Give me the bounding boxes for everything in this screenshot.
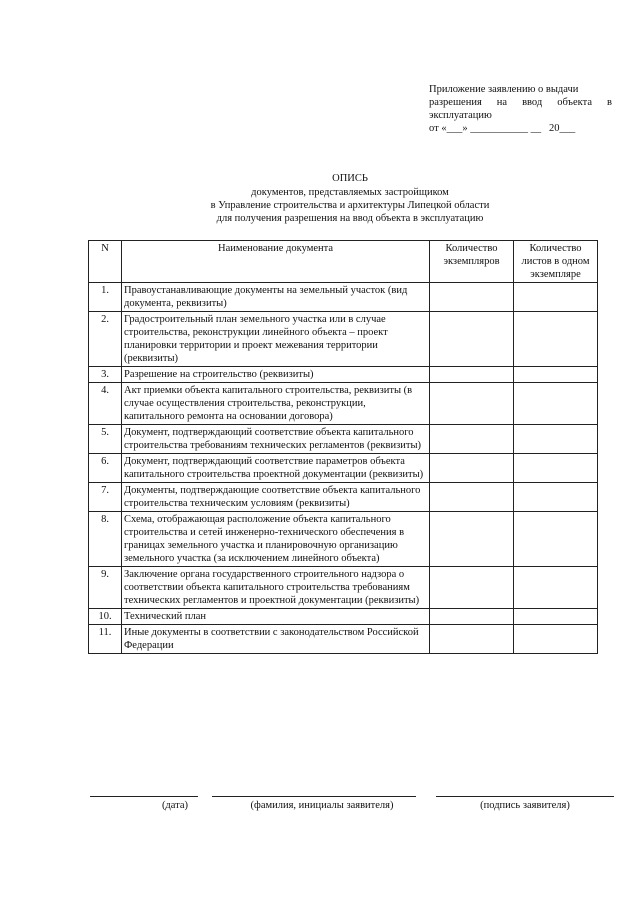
title-line-3: для получения разрешения на ввод объекта в эксплуатацию xyxy=(216,213,484,224)
appendix-line-3: эксплуатацию xyxy=(429,110,492,121)
table-row xyxy=(89,425,598,454)
name-label: (фамилия, инициалы заявителя) xyxy=(250,800,394,811)
appendix-note xyxy=(429,83,612,135)
header-copies: Количество экземпляров xyxy=(430,241,514,283)
table-row xyxy=(89,383,598,425)
table-row xyxy=(89,283,598,312)
date-label: (дата) xyxy=(161,800,189,811)
row-number: 3. xyxy=(89,367,122,383)
row-number: 8. xyxy=(89,512,122,567)
sheets-cell[interactable] xyxy=(514,512,598,567)
copies-cell[interactable] xyxy=(430,512,514,567)
row-number: 2. xyxy=(89,312,122,367)
table-row xyxy=(89,609,598,625)
appendix-word: ввод xyxy=(522,97,543,108)
document-name: Разрешение на строительство (реквизиты) xyxy=(122,367,430,383)
copies-cell[interactable] xyxy=(430,567,514,609)
sheets-cell[interactable] xyxy=(514,483,598,512)
copies-cell[interactable] xyxy=(430,283,514,312)
row-number: 11. xyxy=(89,625,122,654)
table-header-row xyxy=(89,241,598,283)
date-line[interactable] xyxy=(90,796,198,797)
copies-cell[interactable] xyxy=(430,483,514,512)
row-number: 6. xyxy=(89,454,122,483)
copies-cell[interactable] xyxy=(430,383,514,425)
appendix-line-1: Приложение заявлению о выдачи xyxy=(429,84,579,95)
document-name: Иные документы в соответствии с законодательством Российской Федерации xyxy=(122,625,430,654)
signature-block xyxy=(0,786,640,826)
sheets-cell[interactable] xyxy=(514,367,598,383)
document-name: Документ, подтверждающий соответствие параметров объекта капитального строительства проектной документации (реквизиты) xyxy=(122,454,430,483)
sheets-cell[interactable] xyxy=(514,625,598,654)
title-heading: ОПИСЬ xyxy=(332,173,368,184)
title-line-1: документов, представляемых застройщиком xyxy=(251,187,449,198)
appendix-word: в xyxy=(606,97,612,108)
signature-label: (подпись заявителя) xyxy=(480,800,570,811)
sheets-cell[interactable] xyxy=(514,312,598,367)
sheets-cell[interactable] xyxy=(514,609,598,625)
row-number: 4. xyxy=(89,383,122,425)
documents-table xyxy=(88,240,598,654)
appendix-line-2 xyxy=(429,96,612,109)
sheets-cell[interactable] xyxy=(514,283,598,312)
copies-cell[interactable] xyxy=(430,454,514,483)
table-row xyxy=(89,367,598,383)
table-row xyxy=(89,512,598,567)
table-row xyxy=(89,567,598,609)
document-name: Акт приемки объекта капитального строительства, реквизиты (в случае осуществления строительства, реконструкции, капитального ремонта на основании договора) xyxy=(122,383,430,425)
table-row xyxy=(89,483,598,512)
copies-cell[interactable] xyxy=(430,625,514,654)
signature-line[interactable] xyxy=(436,796,614,797)
copies-cell[interactable] xyxy=(430,425,514,454)
appendix-word: объекта xyxy=(557,97,592,108)
appendix-word: разрешения xyxy=(429,97,482,108)
sheets-cell[interactable] xyxy=(514,567,598,609)
document-name: Заключение органа государственного строительного надзора о соответствии объекта капитального строительства требованиям технических регламентов и проектной документации (реквизиты) xyxy=(122,567,430,609)
appendix-word: на xyxy=(496,97,508,108)
header-name: Наименование документа xyxy=(122,241,430,283)
copies-cell[interactable] xyxy=(430,312,514,367)
document-name: Технический план xyxy=(122,609,430,625)
row-number: 5. xyxy=(89,425,122,454)
document-name: Градостроительный план земельного участка или в случае строительства, реконструкции линейного объекта – проект планировки территории и проект межевания территории (реквизиты) xyxy=(122,312,430,367)
name-line[interactable] xyxy=(212,796,416,797)
row-number: 1. xyxy=(89,283,122,312)
header-sheets: Количество листов в одном экземпляре xyxy=(514,241,598,283)
table-row xyxy=(89,312,598,367)
copies-cell[interactable] xyxy=(430,367,514,383)
table-row xyxy=(89,625,598,654)
copies-cell[interactable] xyxy=(430,609,514,625)
appendix-date-line: от «___» ___________ __ 20___ xyxy=(429,123,576,134)
sheets-cell[interactable] xyxy=(514,383,598,425)
row-number: 9. xyxy=(89,567,122,609)
title-line-2: в Управление строительства и архитектуры Липецкой области xyxy=(210,200,490,211)
document-name: Документы, подтверждающие соответствие объекта капитального строительства техническим условиям (реквизиты) xyxy=(122,483,430,512)
document-name: Документ, подтверждающий соответствие объекта капитального строительства требованиям технических регламентов (реквизиты) xyxy=(122,425,430,454)
document-name: Схема, отображающая расположение объекта капитального строительства и сетей инженерно-технического обеспечения в границах земельного участка и планировочную организацию земельного участка (за исключением линейного объекта) xyxy=(122,512,430,567)
row-number: 10. xyxy=(89,609,122,625)
row-number: 7. xyxy=(89,483,122,512)
sheets-cell[interactable] xyxy=(514,425,598,454)
document-name: Правоустанавливающие документы на земельный участок (вид документа, реквизиты) xyxy=(122,283,430,312)
document-title xyxy=(90,172,610,225)
sheets-cell[interactable] xyxy=(514,454,598,483)
header-num: N xyxy=(89,241,122,283)
table-row xyxy=(89,454,598,483)
